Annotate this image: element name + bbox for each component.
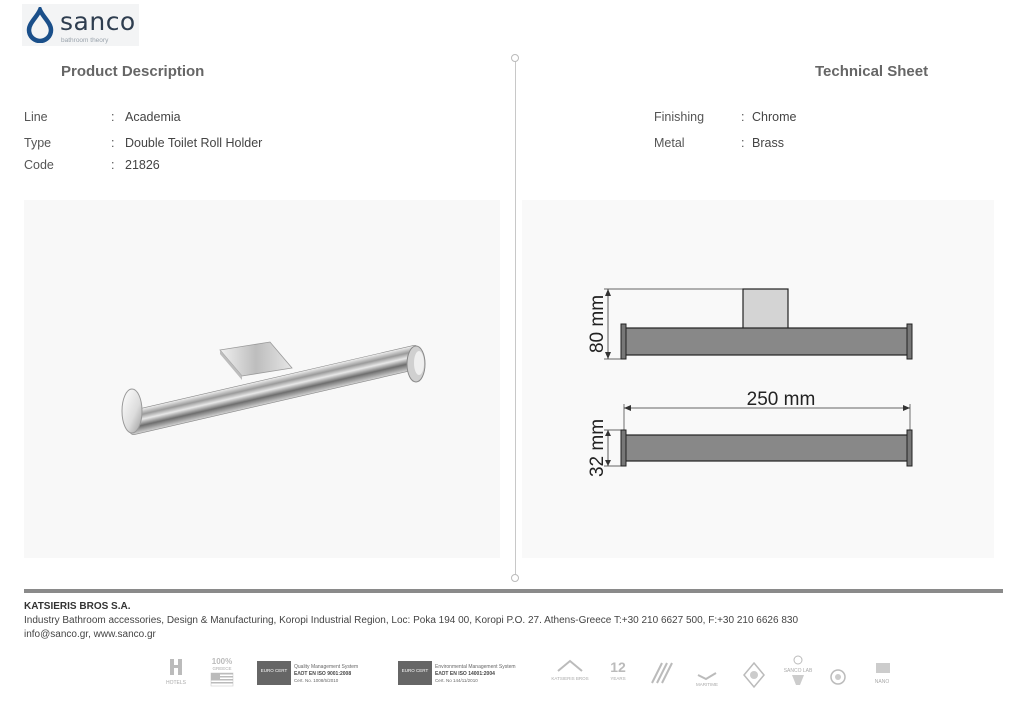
technical-sheet-title: Technical Sheet <box>815 63 929 80</box>
product-description-title: Product Description <box>61 63 205 80</box>
spec-label-type: Type <box>24 136 52 150</box>
divider-bottom-dot <box>511 574 519 582</box>
years-label: YEARS <box>610 676 626 681</box>
divider-top-dot <box>511 54 519 62</box>
length-dimension-label: 250 mm <box>746 389 816 410</box>
company-address: Industry Bathroom accessories, Design & Manufacturing, Koropi Industrial Region, Loc: Poka 194 00, Koropi P.O. 27. Athens-Greece T:+30 210 6627 500, F:+30 210 6626 830 <box>24 615 799 626</box>
sanco-lab-label: SANCO LAB <box>783 668 813 674</box>
euro-cert-label: EURO CERT <box>401 668 429 673</box>
spec-label-finishing: Finishing <box>654 110 705 124</box>
euro-cert-label: EURO CERT <box>260 668 288 673</box>
spec-value-finishing: Chrome <box>752 110 797 124</box>
spec-value-type: Double Toilet Roll Holder <box>125 136 263 150</box>
technical-drawing <box>522 200 994 558</box>
qms-cert-no: Cert. No. 1008/5/2010 <box>294 678 339 683</box>
spec-colon: : <box>111 110 115 124</box>
eco-drop-icon <box>831 670 845 684</box>
logo-tagline: bathroom theory <box>61 37 109 44</box>
spec-value-code: 21826 <box>125 158 160 172</box>
maritime-icon <box>696 673 718 687</box>
katsieris-house-icon <box>551 661 588 681</box>
height-dimension-label: 80 mm <box>587 294 608 354</box>
depth-dimension-label: 32 mm <box>587 418 608 478</box>
product-photo <box>24 200 500 558</box>
nano-label: NANO <box>874 679 890 685</box>
certification-logos <box>160 655 920 695</box>
spec-value-metal: Brass <box>752 136 784 150</box>
iso-9001-badge <box>257 661 358 685</box>
ems-title: Environmental Management System <box>435 664 516 670</box>
spec-colon: : <box>111 136 115 150</box>
years-number: 12 <box>610 659 626 675</box>
greece-label: GREECE <box>212 666 232 671</box>
warranty-years-icon <box>610 659 626 681</box>
greece-flag-icon <box>211 657 233 686</box>
star-badge-icon <box>744 663 764 687</box>
hotels-icon <box>166 659 187 686</box>
spec-label-metal: Metal <box>654 136 685 150</box>
ems-cert-no: Cert. No 144/11/2010 <box>435 678 478 683</box>
hotels-label: HOTELS <box>165 680 187 686</box>
spec-colon: : <box>741 136 745 150</box>
sanco-lab-icon <box>784 656 813 685</box>
center-divider <box>515 58 516 578</box>
logo-brand: sanco <box>60 7 136 36</box>
company-name: KATSIERIS BROS S.A. <box>24 601 131 612</box>
maritime-label: MARITIME <box>696 682 718 687</box>
qms-standard: ΕΛΟΤ ΕΝ ISO 9001:2008 <box>294 671 352 677</box>
nano-icon <box>875 663 890 685</box>
water-drop-icon <box>25 7 55 43</box>
spec-label-code: Code <box>24 158 54 172</box>
dimension-drawing <box>522 200 994 558</box>
katsieris-label: KATSIERIS BROS <box>551 676 589 681</box>
spec-value-line: Academia <box>125 110 181 124</box>
qms-title: Quality Management System <box>294 664 359 670</box>
ems-standard: ΕΛΟΤ ΕΝ ISO 14001:2004 <box>435 671 495 677</box>
toilet-roll-holder-illustration <box>24 200 500 558</box>
company-contact: info@sanco.gr, www.sanco.gr <box>24 629 156 640</box>
spec-colon: : <box>741 110 745 124</box>
footer-divider <box>24 589 1003 593</box>
spec-label-line: Line <box>24 110 48 124</box>
spec-colon: : <box>111 158 115 172</box>
sanco-logo <box>22 4 139 46</box>
pvd-stripes-icon <box>652 663 672 683</box>
iso-14001-badge <box>398 661 516 685</box>
greece-percent-label: 100% <box>211 657 233 666</box>
